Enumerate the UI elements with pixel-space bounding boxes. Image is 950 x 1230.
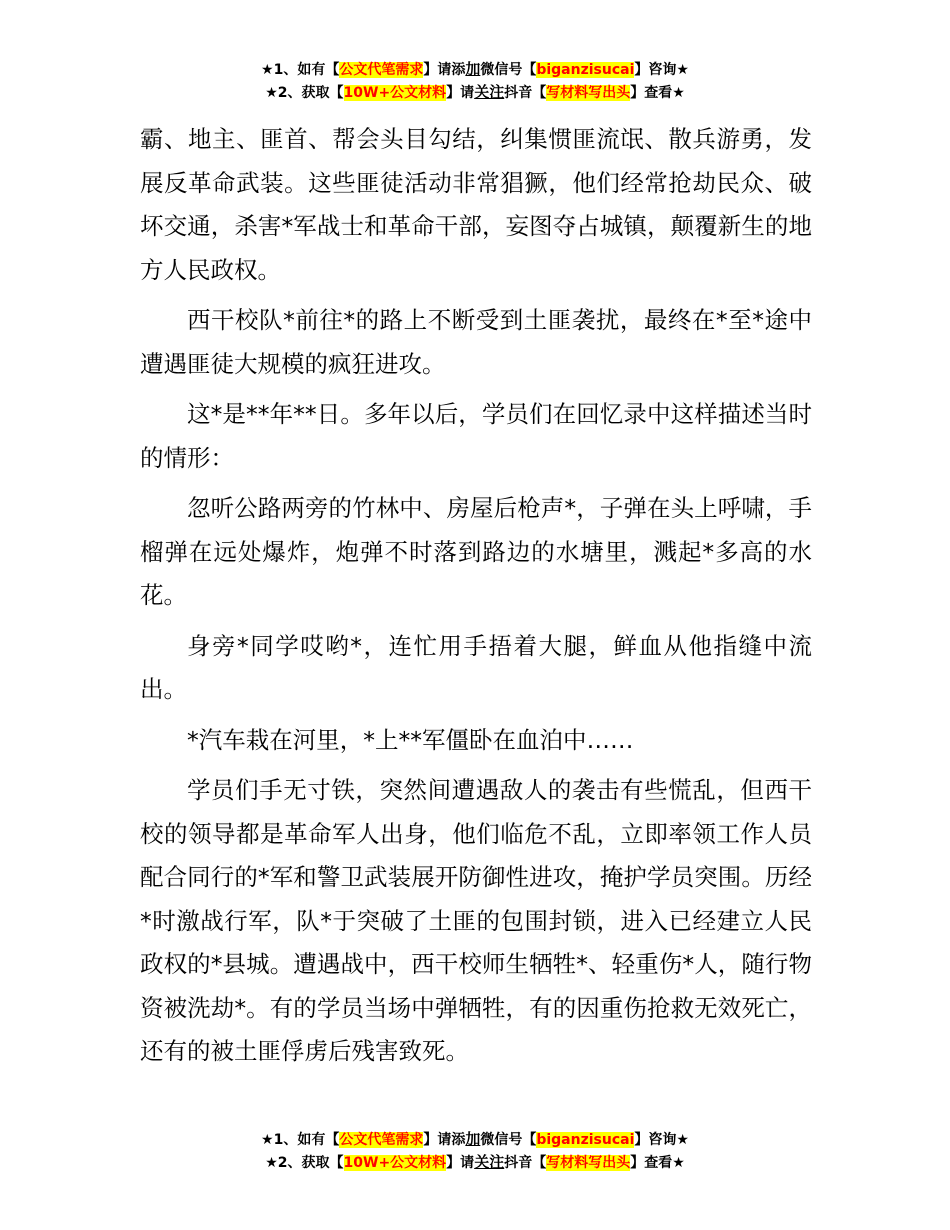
footer-line-1 xyxy=(0,1128,950,1151)
paragraph: 身旁*同学哎哟*，连忙用手捂着大腿，鲜血从他指缝中流出。 xyxy=(140,631,812,703)
footer-banner xyxy=(0,1128,950,1174)
douyin-account-highlight: 写材料写出头 xyxy=(546,1155,631,1171)
document-body xyxy=(140,118,812,1081)
add-emphasis: 加 xyxy=(465,60,481,78)
footer-line-1-text: 】咨询★ xyxy=(634,1132,689,1148)
header-line-2 xyxy=(0,81,950,104)
paragraph: 学员们手无寸铁，突然间遭遇敌人的袭击有些慌乱，但西干校的领导都是革命军人出身，他们临危不乱，立即率领工作人员配合同行的*军和警卫武装展开防御性进攻，掩护学员突围。历经*时激战行军，队*于突破了土匪的包围封锁，进入已经建立人民政权的*县城。遭遇战中，西干校师生牺牲*、轻重伤*人，随行物资被洗劫*。有的学员当场中弹牺牲，有的因重伤抢救无效死亡，还有的被土匪俘虏后残害致死。 xyxy=(140,776,812,1065)
materials-highlight: 10W+公文材料 xyxy=(343,1155,447,1171)
service-highlight: 公文代笔需求 xyxy=(339,1132,424,1148)
paragraph: *汽车栽在河里，*上**军僵卧在血泊中…… xyxy=(187,725,634,754)
header-line-1-text: 微信号【 xyxy=(480,62,537,78)
header-line-1-text: 】请添 xyxy=(423,62,466,78)
materials-highlight: 10W+公文材料 xyxy=(343,85,447,101)
follow-emphasis: 关注 xyxy=(474,1153,505,1171)
douyin-account-highlight: 写材料写出头 xyxy=(546,85,631,101)
paragraph: 忽听公路两旁的竹林中、房屋后枪声*，子弹在头上呼啸，手榴弹在远处爆炸，炮弹不时落到路边的水塘里，溅起*多高的水花。 xyxy=(140,494,812,609)
header-line-2-text: ★2、获取【 xyxy=(265,85,344,101)
header-line-2-text: 】请 xyxy=(446,85,475,101)
paragraph: 霸、地主、匪首、帮会头目勾结，纠集惯匪流氓、散兵游勇，发展反革命武装。这些匪徒活动非常猖獗，他们经常抢劫民众、破坏交通，杀害*军战士和革命干部，妄图夺占城镇，颠覆新生的地方人民政权。 xyxy=(140,125,812,284)
paragraph: 西干校队*前往*的路上不断受到土匪袭扰，最终在*至*途中遭遇匪徒大规模的疯狂进攻。 xyxy=(140,306,812,378)
add-emphasis: 加 xyxy=(465,1130,481,1148)
wechat-id-highlight: biganzisucai xyxy=(536,62,635,78)
service-highlight: 公文代笔需求 xyxy=(339,62,424,78)
header-line-2-text: 】查看★ xyxy=(630,85,685,101)
header-line-1-text: 】咨询★ xyxy=(634,62,689,78)
footer-line-2-text: 抖音【 xyxy=(504,1155,547,1171)
wechat-id-highlight: biganzisucai xyxy=(536,1132,635,1148)
footer-line-1-text: 】请添 xyxy=(423,1132,466,1148)
header-banner xyxy=(0,58,950,104)
footer-line-2-text: ★2、获取【 xyxy=(265,1155,344,1171)
header-line-1 xyxy=(0,58,950,81)
footer-line-2-text: 】查看★ xyxy=(630,1155,685,1171)
header-line-2-text: 抖音【 xyxy=(504,85,547,101)
footer-line-2 xyxy=(0,1151,950,1174)
paragraph: 这*是**年**日。多年以后，学员们在回忆录中这样描述当时的情形： xyxy=(140,400,812,472)
footer-line-2-text: 】请 xyxy=(446,1155,475,1171)
footer-line-1-text: 微信号【 xyxy=(480,1132,537,1148)
header-line-1-text: ★1、如有【 xyxy=(261,62,340,78)
follow-emphasis: 关注 xyxy=(474,83,505,101)
footer-line-1-text: ★1、如有【 xyxy=(261,1132,340,1148)
